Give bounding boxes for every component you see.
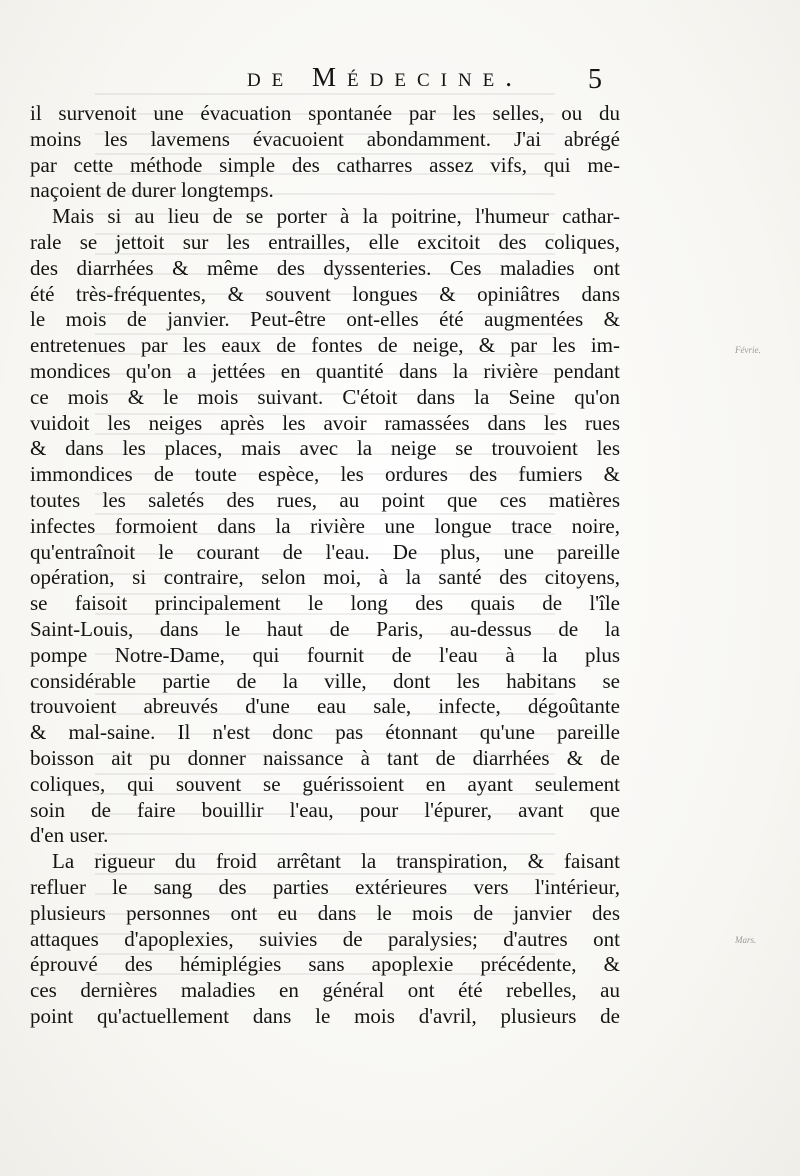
text-line: été très-fréquentes, & souvent longues & opiniâtres dans	[30, 281, 620, 306]
running-title: de Médecine.	[246, 62, 524, 92]
text-line: soin de faire bouillir l'eau, pour l'épurer, avant que	[30, 797, 620, 822]
text-line: opération, si contraire, selon moi, à la santé des citoyens,	[30, 565, 620, 590]
text-line: vuidoit les neiges après les avoir ramassées dans les rues	[30, 410, 620, 435]
text-line: refluer le sang des parties extérieures vers l'intérieur,	[30, 874, 620, 899]
text-line: le mois de janvier. Peut-être ont-elles été augmentées &	[30, 307, 620, 332]
body-text	[30, 101, 620, 1030]
text-line: & dans les places, mais avec la neige se trouvoient les	[30, 436, 620, 461]
text-line: coliques, qui souvent se guérissoient en ayant seulement	[30, 771, 620, 796]
text-line: Saint-Louis, dans le haut de Paris, au-dessus de la	[30, 616, 620, 641]
text-line: entretenues par les eaux de fontes de neige, & par les im-	[30, 333, 620, 358]
text-line: par cette méthode simple des catharres assez vifs, qui me-	[30, 152, 620, 177]
text-line: naçoient de durer longtemps.	[30, 178, 274, 203]
text-line: trouvoient abreuvés d'une eau sale, infecte, dégoûtante	[30, 694, 620, 719]
text-line: & mal-saine. Il n'est donc pas étonnant qu'une pareille	[30, 720, 620, 745]
text-line: qu'entraînoit le courant de l'eau. De plus, une pareille	[30, 539, 620, 564]
text-line: plusieurs personnes ont eu dans le mois de janvier des	[30, 900, 620, 925]
text-line: considérable partie de la ville, dont les habitans se	[30, 668, 620, 693]
text-line: éprouvé des hémiplégies sans apoplexie précédente, &	[30, 952, 620, 977]
paragraph-start-line: Mais si au lieu de se porter à la poitrine, l'humeur cathar-	[52, 204, 620, 229]
text-line: infectes formoient dans la rivière une longue trace noire,	[30, 513, 620, 538]
text-line: immondices de toute espèce, les ordures des fumiers &	[30, 462, 620, 487]
page-number: 5	[588, 64, 602, 95]
text-line: ces dernières maladies en général ont été rebelles, au	[30, 978, 620, 1003]
text-line: boisson ait pu donner naissance à tant de diarrhées & de	[30, 745, 620, 770]
text-line: toutes les saletés des rues, au point que ces matières	[30, 487, 620, 512]
text-line: point qu'actuellement dans le mois d'avril, plusieurs de	[30, 1003, 620, 1028]
text-line: rale se jettoit sur les entrailles, elle excitoit des coliques,	[30, 229, 620, 254]
text-line: attaques d'apoplexies, suivies de paralysies; d'autres ont	[30, 926, 620, 951]
text-line: mondices qu'on a jettées en quantité dans la rivière pendant	[30, 358, 620, 383]
margin-note-mars: Mars.	[735, 935, 757, 945]
running-header	[0, 62, 800, 102]
text-line: d'en user.	[30, 823, 109, 848]
text-line: ce mois & le mois suivant. C'étoit dans la Seine qu'on	[30, 384, 620, 409]
text-line: moins les lavemens évacuoient abondamment. J'ai abrégé	[30, 126, 620, 151]
text-line: se faisoit principalement le long des quais de l'île	[30, 591, 620, 616]
text-line: des diarrhées & même des dyssenteries. Ces maladies ont	[30, 255, 620, 280]
text-line: pompe Notre-Dame, qui fournit de l'eau à la plus	[30, 642, 620, 667]
margin-note-fevrier: Févrie.	[735, 345, 761, 355]
text-line: il survenoit une évacuation spontanée par les selles, ou du	[30, 101, 620, 125]
paragraph-start-line: La rigueur du froid arrêtant la transpiration, & faisant	[52, 849, 620, 874]
